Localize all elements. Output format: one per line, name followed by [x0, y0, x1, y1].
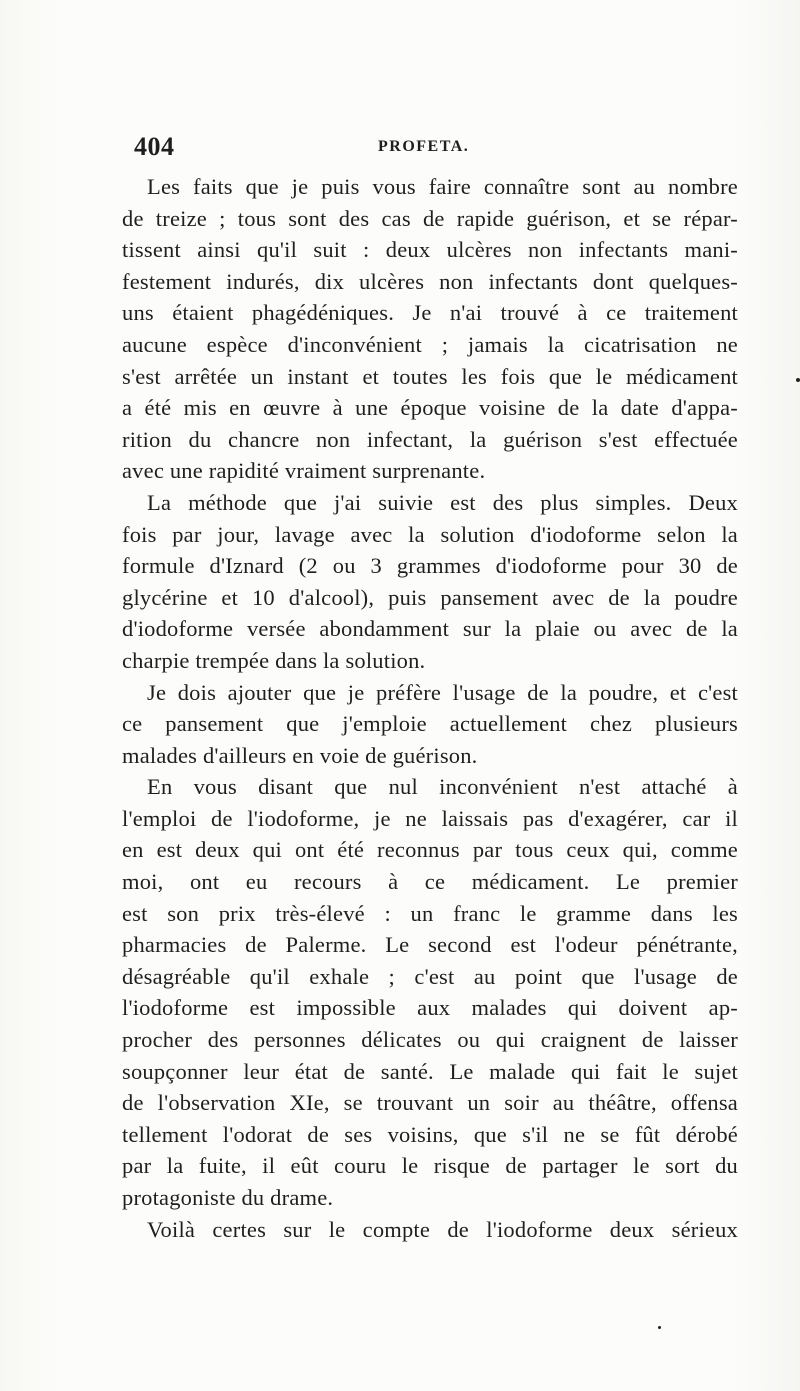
text-line: charpie trempée dans la solution.: [122, 647, 426, 673]
text-line: de treize ; tous sont des cas de rapide guérison, et se répar-: [122, 205, 738, 231]
text-line: procher des personnes délicates ou qui craignent de laisser: [122, 1027, 738, 1053]
ink-speck: [796, 378, 800, 382]
text-line: aucune espèce d'inconvénient ; jamais la cicatrisation ne: [122, 331, 738, 357]
text-line: Voilà certes sur le compte de l'iodoforme deux sérieux: [147, 1216, 738, 1242]
text-line: uns étaient phagédéniques. Je n'ai trouvé à ce traitement: [122, 300, 738, 326]
text-line: formule d'Iznard (2 ou 3 grammes d'iodoforme pour 30 de: [122, 553, 738, 579]
text-line: pharmacies de Palerme. Le second est l'odeur pénétrante,: [122, 932, 738, 958]
text-line: soupçonner leur état de santé. Le malade qui fait le sujet: [122, 1058, 738, 1084]
paragraph: [122, 171, 738, 487]
text-line: Les faits que je puis vous faire connaître sont au nombre: [147, 174, 738, 199]
paragraph: [122, 487, 738, 677]
text-line: La méthode que j'ai suivie est des plus simples. Deux: [147, 489, 738, 515]
paragraph: [122, 771, 738, 1213]
page-number: 404: [134, 132, 175, 161]
text-line: rition du chancre non infectant, la guérison s'est effectuée: [122, 426, 738, 452]
text-line: tissent ainsi qu'il suit : deux ulcères non infectants mani-: [122, 237, 738, 263]
ink-speck: [658, 1326, 661, 1329]
text-line: glycérine et 10 d'alcool), puis pansement avec de la poudre: [122, 584, 738, 610]
text-line: moi, ont eu recours à ce médicament. Le premier: [122, 869, 738, 895]
text-line: tellement l'odorat de ses voisins, que s'il ne se fût dérobé: [122, 1121, 738, 1147]
text-line: ce pansement que j'emploie actuellement chez plusieurs: [122, 711, 738, 737]
text-line: a été mis en œuvre à une époque voisine de la date d'appa-: [122, 395, 738, 421]
text-line: désagréable qu'il exhale ; c'est au point que l'usage de: [122, 963, 738, 989]
text-line: festement indurés, dix ulcères non infectants dont quelques-: [122, 268, 738, 294]
text-line: est son prix très-élevé : un franc le gramme dans les: [122, 900, 738, 926]
text-line: en est deux qui ont été reconnus par tous ceux qui, comme: [122, 837, 738, 863]
text-line: l'emploi de l'iodoforme, je ne laissais pas d'exagérer, car il: [122, 805, 738, 831]
text-line: par la fuite, il eût couru le risque de partager le sort du: [122, 1153, 738, 1179]
body-text: [122, 171, 738, 1245]
text-line: Je dois ajouter que je préfère l'usage de la poudre, et c'est: [147, 679, 738, 705]
header-title: PROFETA.: [378, 138, 470, 155]
paragraph: [122, 677, 738, 772]
running-head: [0, 132, 800, 162]
text-line: de l'observation XIe, se trouvant un soir au théâtre, offensa: [122, 1090, 738, 1116]
paragraph: [122, 1214, 738, 1246]
text-line: protagoniste du drame.: [122, 1185, 334, 1210]
text-line: s'est arrêtée un instant et toutes les fois que le médicament: [122, 363, 738, 389]
text-line: malades d'ailleurs en voie de guérison.: [122, 742, 478, 768]
text-line: fois par jour, lavage avec la solution d'iodoforme selon la: [122, 521, 738, 547]
text-line: En vous disant que nul inconvénient n'est attaché à: [147, 774, 738, 800]
text-line: d'iodoforme versée abondamment sur la plaie ou avec de la: [122, 616, 738, 642]
text-line: avec une rapidité vraiment surprenante.: [122, 458, 486, 484]
text-line: l'iodoforme est impossible aux malades qui doivent ap-: [122, 995, 738, 1021]
